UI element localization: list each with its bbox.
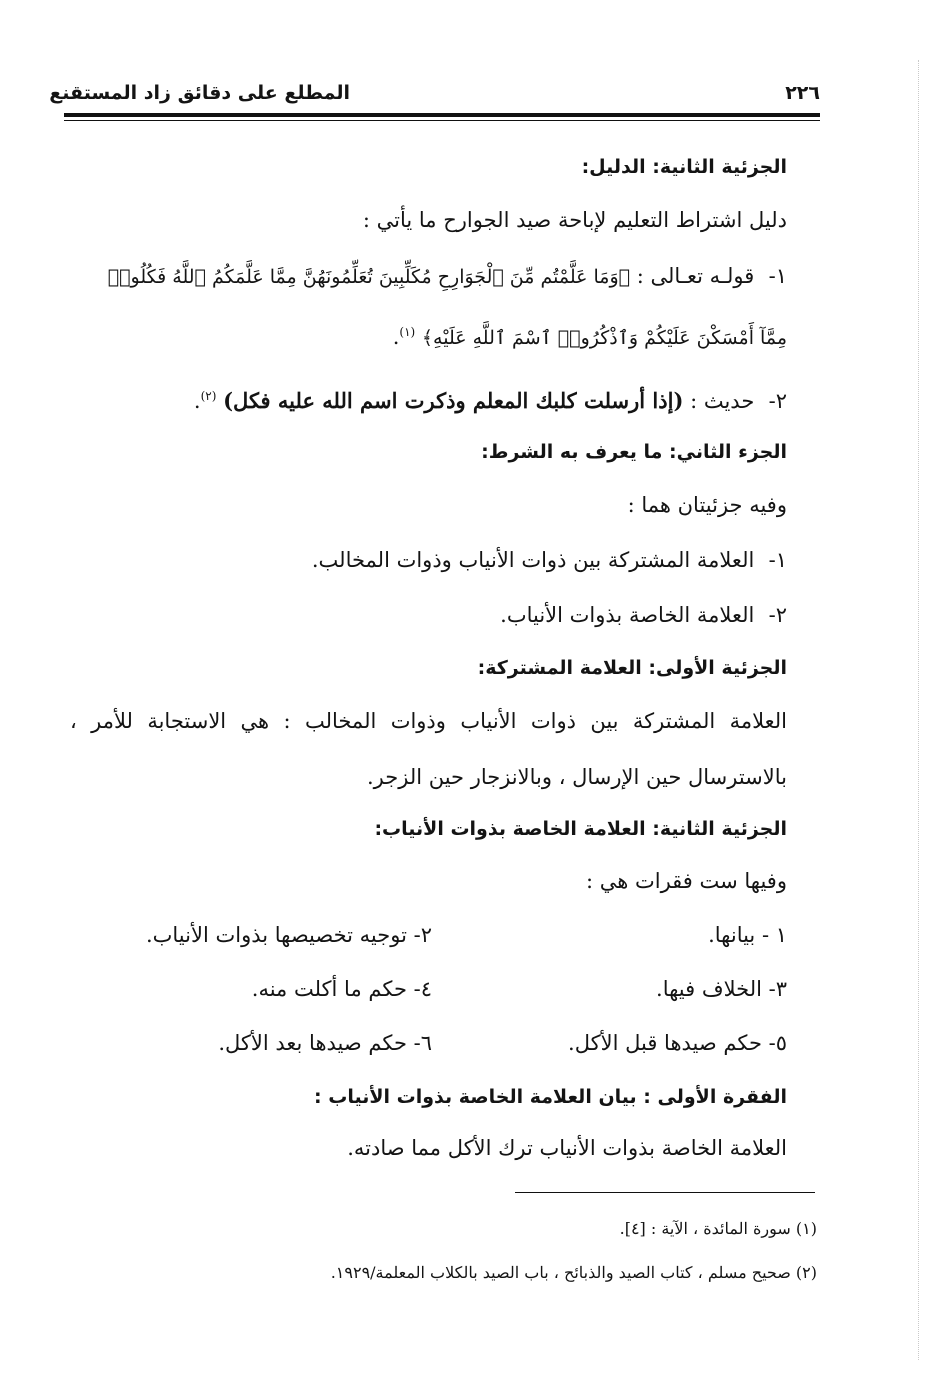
evidence-item-1-cont: مِمَّآ أَمْسَكْنَ عَلَيْكُمْ وَٱذْكُرُوا۟ ٱسْمَ ٱللَّهِ عَلَيْهِ﴾ $^{(١)}$. bbox=[392, 325, 787, 349]
header-rule-thick bbox=[64, 113, 820, 117]
item-lead: حديث : bbox=[690, 389, 755, 413]
running-title: المطلع على دقائق زاد المستقنع bbox=[49, 82, 350, 104]
item-lead: قولـه تعـالى : bbox=[636, 264, 755, 288]
item-number: ١- bbox=[768, 264, 787, 288]
part-2-intro: وفيه جزئيتان هما : bbox=[627, 493, 787, 517]
first-sub-text-line-1: العلامة المشتركة بين ذوات الأنياب وذوات المخالب : هي الاستجابة للأمر ، bbox=[70, 709, 787, 733]
page-number: ٢٢٦ bbox=[785, 82, 820, 104]
paragraph-list-item-2: ٢- توجيه تخصيصها بذوات الأنياب. bbox=[145, 923, 432, 947]
item-number: ٢- bbox=[768, 389, 787, 413]
paragraph-list-item-1: ١ - بيانها. bbox=[708, 923, 787, 947]
heading-part-2: الجزء الثاني: ما يعرف به الشرط: bbox=[481, 441, 787, 463]
evidence-item-2: ٢- حديث : (إذا أرسلت كلبك المعلم وذكرت اسم الله عليه فكل) $^{(٢)}$. bbox=[194, 381, 787, 416]
footnote-ref-1: (١) bbox=[399, 325, 416, 339]
first-sub-text-line-2: بالاسترسال حين الإرسال ، وبالانزجار حين الزجر. bbox=[366, 765, 787, 789]
footnote-1: (١) سورة المائدة ، الآية : [٤]. bbox=[619, 1219, 817, 1238]
heading-first-sub: الجزئية الأولى: العلامة المشتركة: bbox=[477, 657, 787, 679]
part-2-item-1 bbox=[312, 545, 787, 575]
evidence-intro: دليل اشتراط التعليم لإباحة صيد الجوارح ما يأتي : bbox=[362, 208, 787, 232]
scan-edge bbox=[918, 60, 919, 1360]
hadith-text: (إذا أرسلت كلبك المعلم وذكرت اسم الله عليه فكل) bbox=[223, 388, 684, 413]
quran-verse-part-2: مِمَّآ أَمْسَكْنَ عَلَيْكُمْ وَٱذْكُرُوا۟ ٱسْمَ ٱللَّهِ عَلَيْهِ﴾ bbox=[421, 327, 787, 349]
heading-second-sub: الجزئية الثانية: العلامة الخاصة بذوات الأنياب: bbox=[374, 818, 787, 840]
part-2-item-2 bbox=[500, 600, 787, 630]
item-text: العلامة المشتركة بين ذوات الأنياب وذوات المخالب. bbox=[311, 548, 755, 572]
header-rule-thin bbox=[64, 120, 820, 121]
paragraph-list-item-6: ٦- حكم صيدها بعد الأكل. bbox=[218, 1031, 432, 1055]
second-sub-intro: وفيها ست فقرات هي : bbox=[585, 869, 787, 893]
footnote-separator bbox=[515, 1192, 815, 1193]
page-header bbox=[49, 80, 820, 110]
heading-evidence: الجزئية الثانية: الدليل: bbox=[581, 156, 787, 178]
footnote-2: (٢) صحيح مسلم ، كتاب الصيد والذبائح ، باب الصيد بالكلاب المعلمة/١٩٢٩. bbox=[330, 1263, 817, 1282]
item-text: العلامة الخاصة بذوات الأنياب. bbox=[500, 603, 755, 627]
paragraph-list-item-5: ٥- حكم صيدها قبل الأكل. bbox=[568, 1031, 787, 1055]
item-number: ١- bbox=[768, 548, 787, 572]
paragraph-1-text: العلامة الخاصة بذوات الأنياب ترك الأكل مما صادته. bbox=[347, 1136, 787, 1160]
paragraph-list-item-4: ٤- حكم ما أكلت منه. bbox=[251, 977, 432, 1001]
paragraph-list-item-3: ٣- الخلاف فيها. bbox=[656, 977, 787, 1001]
evidence-item-1 bbox=[108, 261, 787, 292]
heading-paragraph-1: الفقرة الأولى : بيان العلامة الخاصة بذوات الأنياب : bbox=[314, 1086, 787, 1108]
quran-verse-part-1: ﴿وَمَا عَلَّمْتُم مِّنَ ٱلْجَوَارِحِ مُكَلِّبِينَ تُعَلِّمُونَهُنَّ مِمَّا عَلَّمَكُمُ ٱللَّهُ فَكُلُوا۟ bbox=[107, 266, 631, 288]
item-number: ٢- bbox=[768, 603, 787, 627]
footnote-ref-2: (٢) bbox=[200, 389, 217, 403]
